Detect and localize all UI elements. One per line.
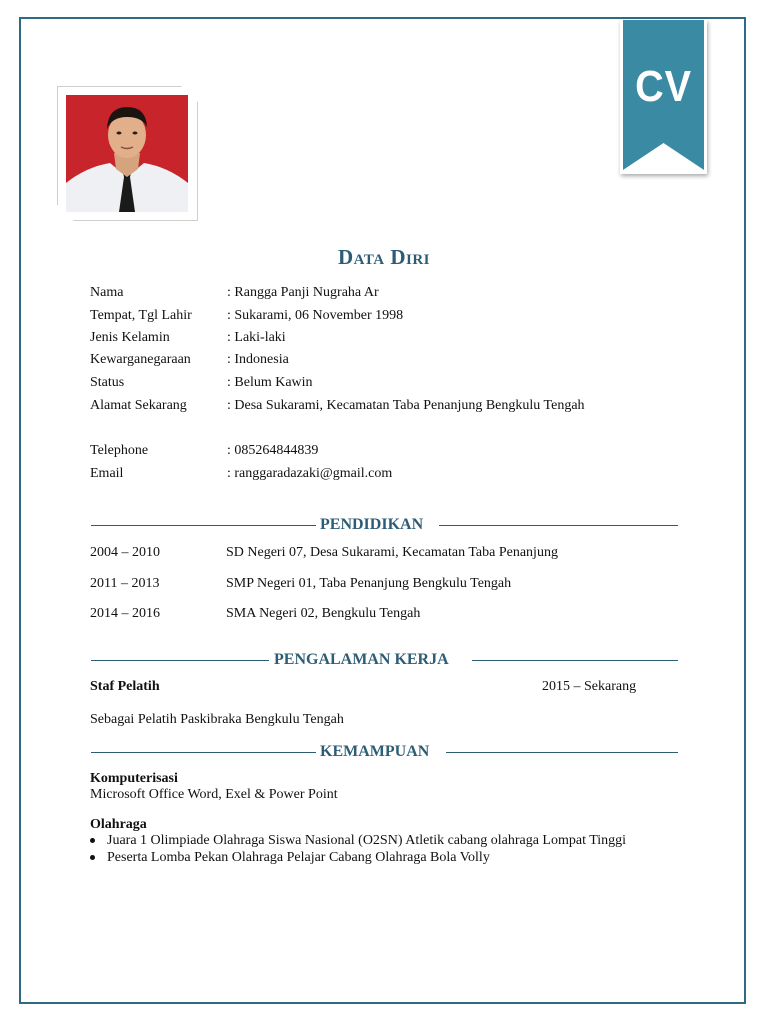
- info-label: Email: [90, 466, 124, 481]
- education-period: 2014 – 2016: [90, 606, 160, 621]
- cv-ribbon-badge: [620, 20, 707, 174]
- experience-position: Staf Pelatih: [90, 679, 160, 694]
- list-item: [90, 832, 626, 849]
- ribbon-label: CV: [635, 62, 692, 111]
- list-item-text: Peserta Lomba Pekan Olahraga Pelajar Cabang Olahraga Bola Volly: [107, 850, 490, 865]
- education-period: 2011 – 2013: [90, 576, 160, 591]
- info-value: : Laki-laki: [227, 330, 286, 345]
- list-item: [90, 849, 626, 866]
- list-item-text: Juara 1 Olimpiade Olahraga Siswa Nasional (O2SN) Atletik cabang olahraga Lompat Tinggi: [107, 833, 627, 848]
- info-value: : Sukarami, 06 November 1998: [227, 308, 404, 323]
- portrait-illustration: [66, 95, 188, 212]
- section-divider-pengalaman: [91, 650, 678, 670]
- info-value: : 085264844839: [227, 443, 319, 458]
- section-title-pengalaman-kerja: PENGALAMAN KERJA: [274, 651, 449, 668]
- info-value: : Indonesia: [227, 352, 289, 367]
- divider-line-right: [439, 525, 678, 526]
- info-label: Tempat, Tgl Lahir: [90, 308, 192, 323]
- section-title-pendidikan: PENDIDIKAN: [320, 516, 424, 533]
- profile-photo-frame: [57, 86, 198, 221]
- section-divider-pendidikan: [91, 515, 678, 535]
- info-label: Nama: [90, 285, 124, 300]
- sport-achievements-list: [90, 832, 626, 866]
- info-label: Telephone: [90, 443, 149, 458]
- experience-description: Sebagai Pelatih Paskibraka Bengkulu Tengah: [90, 712, 344, 727]
- skill-heading-olahraga: Olahraga: [90, 817, 147, 832]
- divider-line-right: [446, 752, 678, 753]
- section-title-kemampuan: KEMAMPUAN: [320, 743, 430, 760]
- experience-period: 2015 – Sekarang: [542, 679, 637, 694]
- divider-line-right: [472, 660, 678, 661]
- divider-line-left: [91, 752, 316, 753]
- education-school: SMA Negeri 02, Bengkulu Tengah: [226, 606, 421, 621]
- profile-photo: [66, 95, 188, 212]
- info-value: : Belum Kawin: [227, 375, 313, 390]
- divider-line-left: [91, 525, 316, 526]
- info-value: : ranggaradazaki@gmail.com: [227, 466, 393, 481]
- info-label: Kewarganegaraan: [90, 352, 191, 367]
- skill-heading-komputerisasi: Komputerisasi: [90, 771, 178, 786]
- info-label: Alamat Sekarang: [90, 398, 187, 413]
- skill-text-komputerisasi: Microsoft Office Word, Exel & Power Point: [90, 787, 338, 802]
- info-value: : Desa Sukarami, Kecamatan Taba Penanjung Bengkulu Tengah: [227, 398, 585, 413]
- bullet-icon: [90, 838, 95, 843]
- bullet-icon: [90, 855, 95, 860]
- info-value: : Rangga Panji Nugraha Ar: [227, 285, 379, 300]
- info-label: Jenis Kelamin: [90, 330, 170, 345]
- section-title-data-diri: Data Diri: [337, 245, 431, 269]
- education-school: SD Negeri 07, Desa Sukarami, Kecamatan Taba Penanjung: [226, 545, 558, 560]
- section-divider-kemampuan: [91, 742, 678, 762]
- education-period: 2004 – 2010: [90, 545, 160, 560]
- education-school: SMP Negeri 01, Taba Penanjung Bengkulu Tengah: [226, 576, 512, 591]
- info-label: Status: [90, 375, 125, 390]
- divider-line-left: [91, 660, 269, 661]
